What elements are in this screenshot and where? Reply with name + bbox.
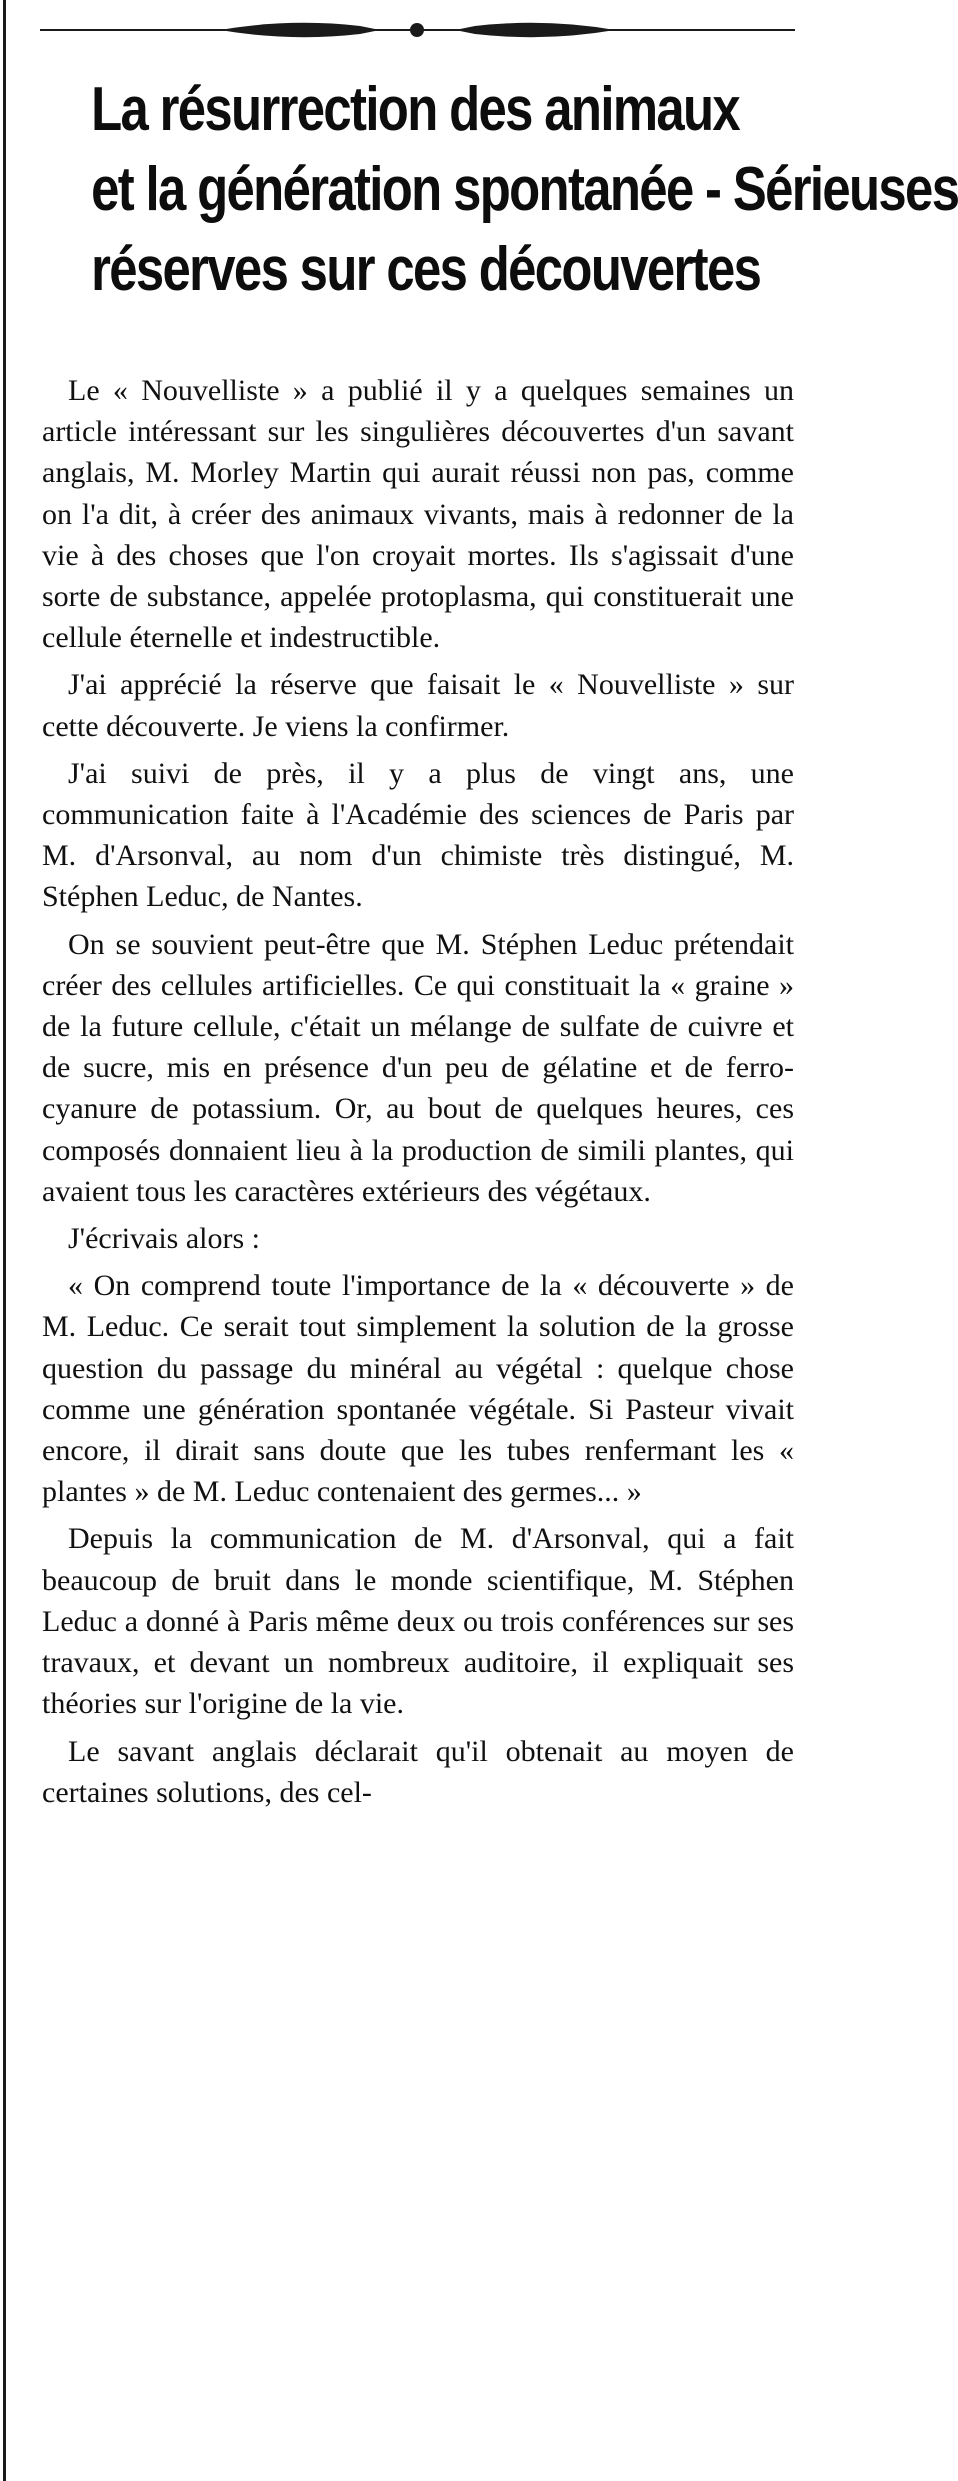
article-headline <box>91 70 958 310</box>
paragraph-7: Depuis la communication de M. d'Arsonval, qui a fait beaucoup de bruit dans le monde scientifique, M. Stéphen Leduc a donné à Paris même deux ou trois conférences sur ses travaux, et devant un nombreux auditoire, il expliquait ses théories sur l'origine de la vie. <box>42 1522 794 1721</box>
paragraph-8: Le savant anglais déclarait qu'il obtenait au moyen de certaines solutions, des cel- <box>42 1734 794 1809</box>
paragraph-5: J'écrivais alors : <box>68 1222 261 1256</box>
headline-line-2: et la génération spontanée - Sérieuses <box>91 155 958 224</box>
column-rule <box>3 0 6 2481</box>
paragraph-4: On se souvient peut-être que M. Stéphen Leduc prétendait créer des cellules artificielles. Ce qui constituait la « graine » de la future cellule, c'était un mélange de sulfate de cuivre et de sucre, mis en présence d'un peu de gélatine et de ferro-cyanure de potassium. Or, au bout de quelques heures, ces composés donnaient lieu à la production de simili plantes, qui avaient tous les caractères extérieurs des végétaux. <box>42 927 794 1208</box>
headline-line-1: La résurrection des animaux <box>91 75 740 144</box>
paragraph-3: J'ai suivi de près, il y a plus de vingt ans, une communication faite à l'Académie des sciences de Paris par M. d'Arsonval, au nom d'un chimiste très distingué, M. Stéphen Leduc, de Nantes. <box>42 756 794 914</box>
paragraph-1: Le « Nouvelliste » a publié il y a quelques semaines un article intéressant sur les singulières découvertes d'un savant anglais, M. Morley Martin qui aurait réussi non pas, comme on l'a dit, à créer des animaux vivants, mais à redonner de la vie à des choses que l'on croyait mortes. Ils s'agissait d'une sorte de substance, appelée protoplasma, qui constituerait une cellule éternelle et indestructible. <box>42 374 794 655</box>
paragraph-2: J'ai apprécié la réserve que faisait le « Nouvelliste » sur cette découverte. Je viens la confirmer. <box>42 668 794 743</box>
quoted-passage: « On comprend toute l'importance de la « découverte » de M. Leduc. Ce serait tout simplement la solution de la grosse question du passage du minéral au végétal : quelque chose comme une génération spontanée végétale. Si Pasteur vivait encore, il dirait sans doute que les tubes renfermant les « plantes » de M. Leduc contenaient des germes... » <box>42 1269 794 1509</box>
ornamental-divider <box>40 12 795 48</box>
article-body <box>42 370 794 1819</box>
headline-line-3: réserves sur ces découvertes <box>91 235 761 304</box>
